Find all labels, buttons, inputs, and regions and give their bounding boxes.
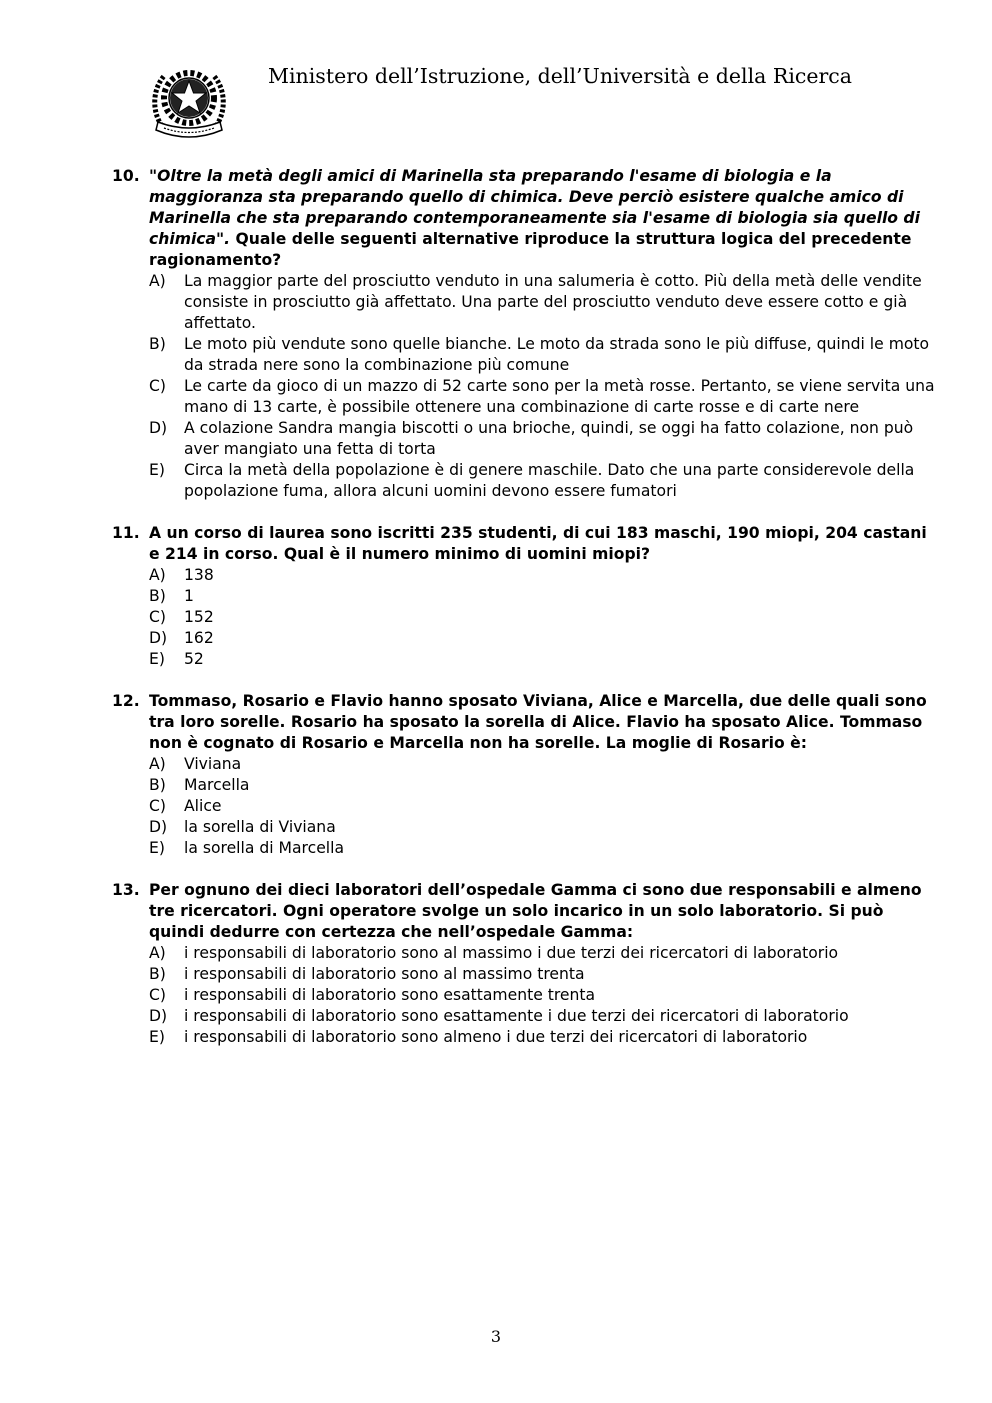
answer-option: A) Viviana [149, 755, 242, 773]
answer-option: C) Alice [149, 797, 222, 815]
question-12 [112, 691, 942, 754]
answer-option: A) i responsabili di laboratorio sono al massimo i due terzi dei ricercatori di laboratorio [149, 944, 839, 962]
question-prompt: Per ognuno dei dieci laboratori dell’ospedale Gamma ci sono due responsabili e almeno tre ricercatori. Ogni operatore svolge un solo incarico in un solo laboratorio. Si può quindi dedurre con certezza che nell’ospedale Gamma: [149, 881, 922, 941]
page-header [150, 60, 853, 150]
question-prompt: Quale delle seguenti alternative riproduce la struttura logica del precedente ragionamento? [149, 230, 912, 269]
question-number: 12. [112, 692, 140, 710]
answer-options [112, 943, 942, 1048]
question-prompt: A un corso di laurea sono iscritti 235 studenti, di cui 183 maschi, 190 miopi, 204 castani e 214 in corso. Qual è il numero minimo di uomini miopi? [149, 524, 927, 563]
answer-option: C) 152 [149, 608, 214, 626]
question-10 [112, 166, 942, 271]
question-number: 11. [112, 524, 140, 542]
document-body [112, 166, 942, 1048]
answer-option: E) Circa la metà della popolazione è di genere maschile. Dato che una parte considerevole della popolazione fuma, allora alcuni uomini devono essere fumatori [149, 461, 915, 500]
answer-option: B) i responsabili di laboratorio sono al massimo trenta [149, 965, 585, 983]
italian-republic-emblem-icon [150, 60, 228, 142]
answer-option: A) 138 [149, 566, 214, 584]
question-stem [149, 166, 942, 271]
answer-option: D) A colazione Sandra mangia biscotti o una brioche, quindi, se oggi ha fatto colazione, non può aver mangiato una fetta di torta [149, 419, 914, 458]
question-number: 10. [112, 167, 140, 185]
answer-option: C) Le carte da gioco di un mazzo di 52 carte sono per la metà rosse. Pertanto, se viene servita una mano di 13 carte, è possibile ottenere una combinazione di carte rosse e di carte nere [149, 377, 935, 416]
answer-option: B) 1 [149, 587, 194, 605]
answer-option: E) la sorella di Marcella [149, 839, 345, 857]
answer-options [112, 271, 942, 502]
question-11 [112, 523, 942, 565]
question-13 [112, 880, 942, 943]
answer-option: B) Le moto più vendute sono quelle bianche. Le moto da strada sono le più diffuse, quindi le moto da strada nere sono la combinazione più comune [149, 335, 930, 374]
question-prompt: Tommaso, Rosario e Flavio hanno sposato Viviana, Alice e Marcella, due delle quali sono tra loro sorelle. Rosario ha sposato la sorella di Alice. Flavio ha sposato Alice. Tommaso non è cognato di Rosario e Marcella non ha sorelle. La moglie di Rosario è: [149, 692, 927, 752]
answer-options [112, 565, 942, 670]
answer-option: D) la sorella di Viviana [149, 818, 336, 836]
answer-option: D) i responsabili di laboratorio sono esattamente i due terzi dei ricercatori di laboratorio [149, 1007, 849, 1025]
ministry-title: Ministero dell’Istruzione, dell’Università e della Ricerca [268, 64, 853, 88]
question-number: 13. [112, 881, 140, 899]
answer-option: D) 162 [149, 629, 214, 647]
answer-options [112, 754, 942, 859]
answer-option: C) i responsabili di laboratorio sono esattamente trenta [149, 986, 596, 1004]
answer-option: E) i responsabili di laboratorio sono almeno i due terzi dei ricercatori di laboratorio [149, 1028, 808, 1046]
answer-option: E) 52 [149, 650, 204, 668]
answer-option: B) Marcella [149, 776, 250, 794]
question-quote: "Oltre la metà degli amici di Marinella sta preparando l'esame di biologia e la maggioranza sta preparando quello di chimica. Deve perciò esistere qualche amico di Marinella che sta preparando contemporaneamente sia l'esame di biologia sia quello di chimica". [149, 167, 920, 248]
page-number: 3 [490, 1327, 502, 1346]
answer-option: A) La maggior parte del prosciutto venduto in una salumeria è cotto. Più della metà delle vendite consiste in prosciutto già affettato. Una parte del prosciutto venduto deve essere cotto e già affettato. [149, 272, 922, 332]
